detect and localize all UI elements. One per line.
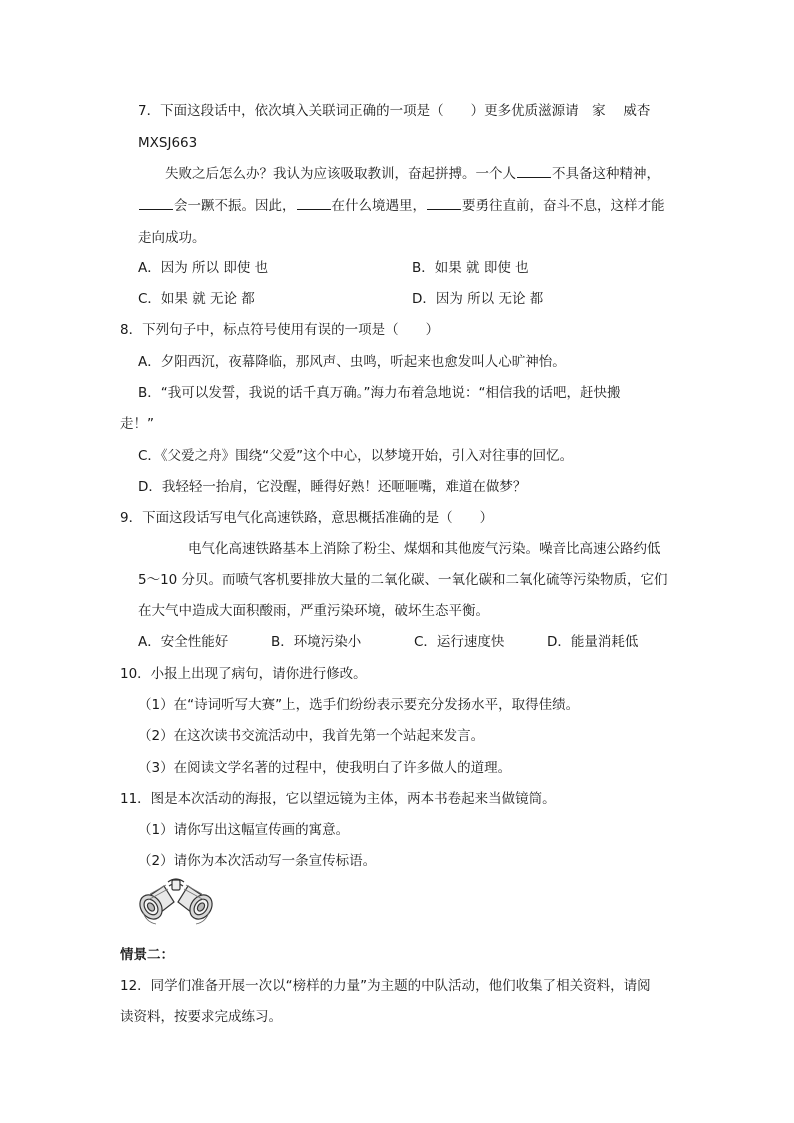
q11-item-1: （1）请你写出这幅宣传画的寓意。 bbox=[138, 822, 350, 838]
q9-option-c[interactable]: C．运行速度快 bbox=[414, 634, 505, 650]
q7-option-c[interactable]: C．如果 就 无论 都 bbox=[138, 291, 255, 307]
q7-passage-text: 会一蹶不振。因此， bbox=[174, 198, 296, 214]
q9-option-b[interactable]: B．环境污染小 bbox=[271, 634, 362, 650]
q9-option-d[interactable]: D．能量消耗低 bbox=[547, 634, 639, 650]
q8-option-b-cont: 走！” bbox=[120, 416, 154, 432]
q7-option-d[interactable]: D．因为 所以 无论 都 bbox=[412, 291, 544, 307]
q9-passage-line-1: 电气化高速铁路基本上消除了粉尘、煤烟和其他废气污染。噪音比高速公路约低 bbox=[188, 541, 661, 557]
q8-option-d[interactable]: D．我轻轻一抬肩，它没醒，睡得好熟！还咂咂嘴，难道在做梦？ bbox=[138, 479, 527, 495]
q7-option-a[interactable]: A．因为 所以 即使 也 bbox=[138, 260, 269, 276]
section-heading: 情景二： bbox=[120, 947, 174, 963]
q7-passage-line-1 bbox=[165, 164, 660, 184]
q10-item-3: （3）在阅读文学名著的过程中，使我明白了许多做人的道理。 bbox=[138, 760, 512, 776]
q9-stem: 9．下面这段话写电气化高速铁路，意思概括准确的是（ ） bbox=[120, 510, 494, 526]
q9-passage-line-3: 在大气中造成大面积酸雨，严重污染环境，破坏生态平衡。 bbox=[138, 603, 489, 619]
q11-stem: 11．图是本次活动的海报，它以望远镜为主体，两本书卷起来当做镜筒。 bbox=[120, 791, 556, 807]
q8-option-b[interactable]: B．“我可以发誓，我说的话千真万确。”海力布着急地说：“相信我的话吧，赶快搬 bbox=[138, 385, 621, 401]
answer-blank[interactable] bbox=[517, 165, 551, 178]
q8-option-a[interactable]: A．夕阳西沉，夜幕降临，那风声、虫鸣，听起来也愈发叫人心旷神怡。 bbox=[138, 354, 566, 370]
q7-option-b[interactable]: B．如果 就 即使 也 bbox=[412, 260, 529, 276]
telescope-books-figure bbox=[138, 872, 214, 934]
answer-blank[interactable] bbox=[297, 197, 331, 210]
q10-item-2: （2）在这次读书交流活动中，我首先第一个站起来发言。 bbox=[138, 728, 485, 744]
q9-option-a[interactable]: A．安全性能好 bbox=[138, 634, 229, 650]
answer-blank[interactable] bbox=[427, 197, 461, 210]
q7-stem: 7．下面这段话中，依次填入关联词正确的一项是（ ）更多优质滋源请 家 威杏 bbox=[138, 103, 651, 119]
q7-passage-text: 在什么境遇里， bbox=[331, 198, 426, 214]
q7-stem-cont: MXSJ663 bbox=[138, 135, 198, 151]
q9-passage-line-2: 5～10 分贝。而喷气客机要排放大量的二氧化碳、一氧化碳和二氧化硫等污染物质，它们 bbox=[138, 572, 668, 588]
q7-passage-text: 失败之后怎么办？我认为应该吸取教训，奋起拼搏。一个人 bbox=[165, 166, 516, 182]
q10-item-1: （1）在“诗词听写大赛”上，选手们纷纷表示要充分发扬水平，取得佳绩。 bbox=[138, 697, 580, 713]
q7-passage-text: 不具备这种精神， bbox=[552, 166, 660, 182]
q10-stem: 10．小报上出现了病句，请你进行修改。 bbox=[120, 666, 367, 682]
q7-passage-line-3: 走向成功。 bbox=[138, 230, 206, 246]
q8-option-c[interactable]: C．《父爱之舟》围绕“父爱”这个中心，以梦境开始，引入对往事的回忆。 bbox=[138, 448, 574, 464]
q12-stem-cont: 读资料，按要求完成练习。 bbox=[120, 1009, 282, 1025]
answer-blank[interactable] bbox=[139, 197, 173, 210]
q12-stem: 12．同学们准备开展一次以“榜样的力量”为主题的中队活动，他们收集了相关资料，请阅 bbox=[120, 978, 651, 994]
q8-stem: 8．下列句子中，标点符号使用有误的一项是（ ） bbox=[120, 322, 440, 338]
q7-passage-text: 要勇往直前，奋斗不息，这样才能 bbox=[462, 198, 665, 214]
q7-passage-line-2 bbox=[138, 196, 665, 216]
q11-item-2: （2）请你为本次活动写一条宣传标语。 bbox=[138, 853, 377, 869]
